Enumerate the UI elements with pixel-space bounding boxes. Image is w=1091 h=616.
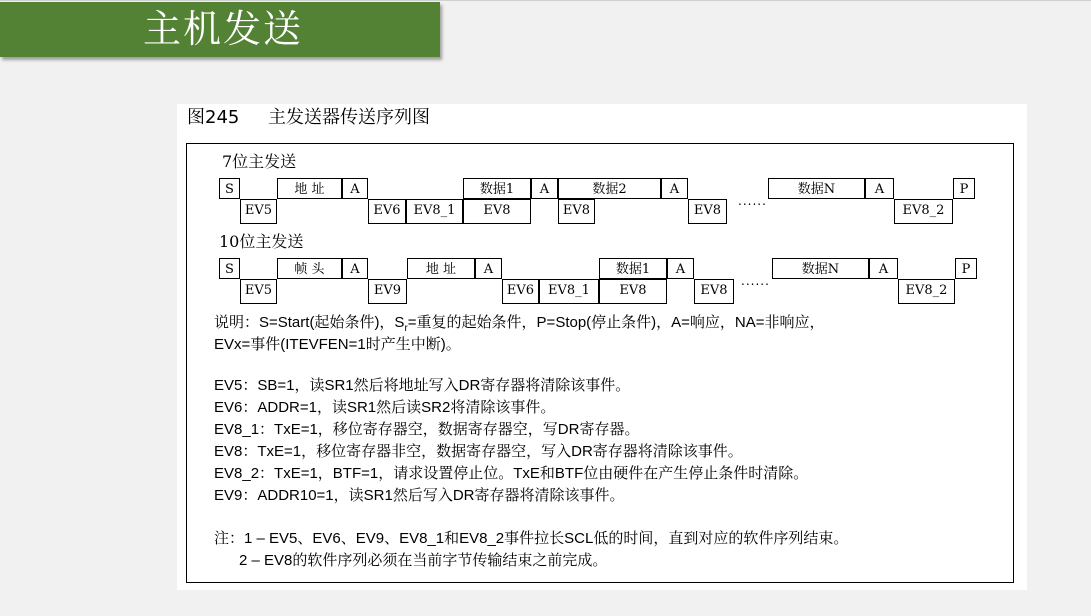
document-image xyxy=(177,104,1027,590)
seq7-start: S xyxy=(219,178,240,199)
seq7-address: 地 址 xyxy=(277,178,342,199)
seq7-data1: 数据1 xyxy=(463,178,531,199)
seq7-ackN: A xyxy=(865,178,894,199)
figure-caption: 图245 主发送器传送序列图 xyxy=(187,107,430,128)
legend-line-1a: 说明：S=Start(起始条件)，S xyxy=(214,314,405,331)
legend-subscript: r xyxy=(404,323,408,334)
seq10-ev9: EV9 xyxy=(368,279,407,304)
event-ev6: EV6：ADDR=1，读SR1然后读SR2将清除该事件。 xyxy=(214,399,556,416)
seq10-start: S xyxy=(219,258,240,279)
seq10-dataN: 数据N xyxy=(772,258,869,279)
note-1: 注：1 – EV5、EV6、EV9、EV8_1和EV8_2事件拉长SCL低的时间，直到对应的软件序列结束。 xyxy=(214,530,849,547)
seq7-ellipsis: ...... xyxy=(738,194,767,208)
seq10-ellipsis: ...... xyxy=(741,274,770,288)
slide-title: 主机发送 xyxy=(143,7,304,51)
seq7-ev8-2: EV8_2 xyxy=(894,199,953,224)
seq10-ev6: EV6 xyxy=(502,279,539,304)
seq7-dataN: 数据N xyxy=(768,178,865,199)
event-ev8: EV8：TxE=1，移位寄存器非空，数据寄存器空，写入DR寄存器将清除该事件。 xyxy=(214,443,743,460)
seq10-ev5: EV5 xyxy=(240,279,277,304)
event-ev5: EV5：SB=1，读SR1然后将地址写入DR寄存器将清除该事件。 xyxy=(214,377,631,394)
seq10-title: 10位主发送 xyxy=(219,232,304,251)
seq10-data1: 数据1 xyxy=(599,258,667,279)
seq10-ack1: A xyxy=(342,258,368,279)
seq10-ack2: A xyxy=(475,258,502,279)
seq7-ev6: EV6 xyxy=(368,199,406,224)
seq10-ackN: A xyxy=(869,258,898,279)
seq7-ev8-b: EV8 xyxy=(558,199,595,224)
slide-title-bar xyxy=(0,2,440,57)
seq7-ack2: A xyxy=(531,178,558,199)
seq7-ack3: A xyxy=(661,178,688,199)
seq7-ev8-a: EV8 xyxy=(463,199,531,224)
seq10-header: 帧 头 xyxy=(277,258,342,279)
seq10-ev8-a: EV8 xyxy=(599,279,667,304)
seq7-ack1: A xyxy=(342,178,368,199)
seq10-stop: P xyxy=(955,258,977,279)
seq7-ev5: EV5 xyxy=(240,199,277,224)
seq10-ev8-b: EV8 xyxy=(694,279,734,304)
seq7-stop: P xyxy=(953,178,975,199)
legend-line-2: EVx=事件(ITEVFEN=1时产生中断)。 xyxy=(214,336,461,353)
event-ev9: EV9：ADDR10=1，读SR1然后写入DR寄存器将清除该事件。 xyxy=(214,487,625,504)
seq10-address: 地 址 xyxy=(407,258,475,279)
seq7-ev8-c: EV8 xyxy=(688,199,727,224)
seq10-ack3: A xyxy=(667,258,694,279)
legend-line-1b: =重复的起始条件，P=Stop(停止条件)，A=响应，NA=非响应， xyxy=(407,314,825,331)
top-divider xyxy=(0,0,1091,1)
seq10-ev8-2: EV8_2 xyxy=(898,279,955,304)
seq7-title: 7位主发送 xyxy=(222,152,297,171)
note-2: 2 – EV8的软件序列必须在当前字节传输结束之前完成。 xyxy=(214,552,608,569)
event-ev8-1: EV8_1：TxE=1，移位寄存器空，数据寄存器空，写DR寄存器。 xyxy=(214,421,640,438)
seq10-ev8-1: EV8_1 xyxy=(539,279,599,304)
seq7-ev8-1: EV8_1 xyxy=(406,199,463,224)
event-ev8-2: EV8_2：TxE=1，BTF=1，请求设置停止位。TxE和BTF位由硬件在产生停止条件时清除。 xyxy=(214,465,809,482)
diagram-frame xyxy=(186,143,1014,583)
seq7-data2: 数据2 xyxy=(558,178,661,199)
